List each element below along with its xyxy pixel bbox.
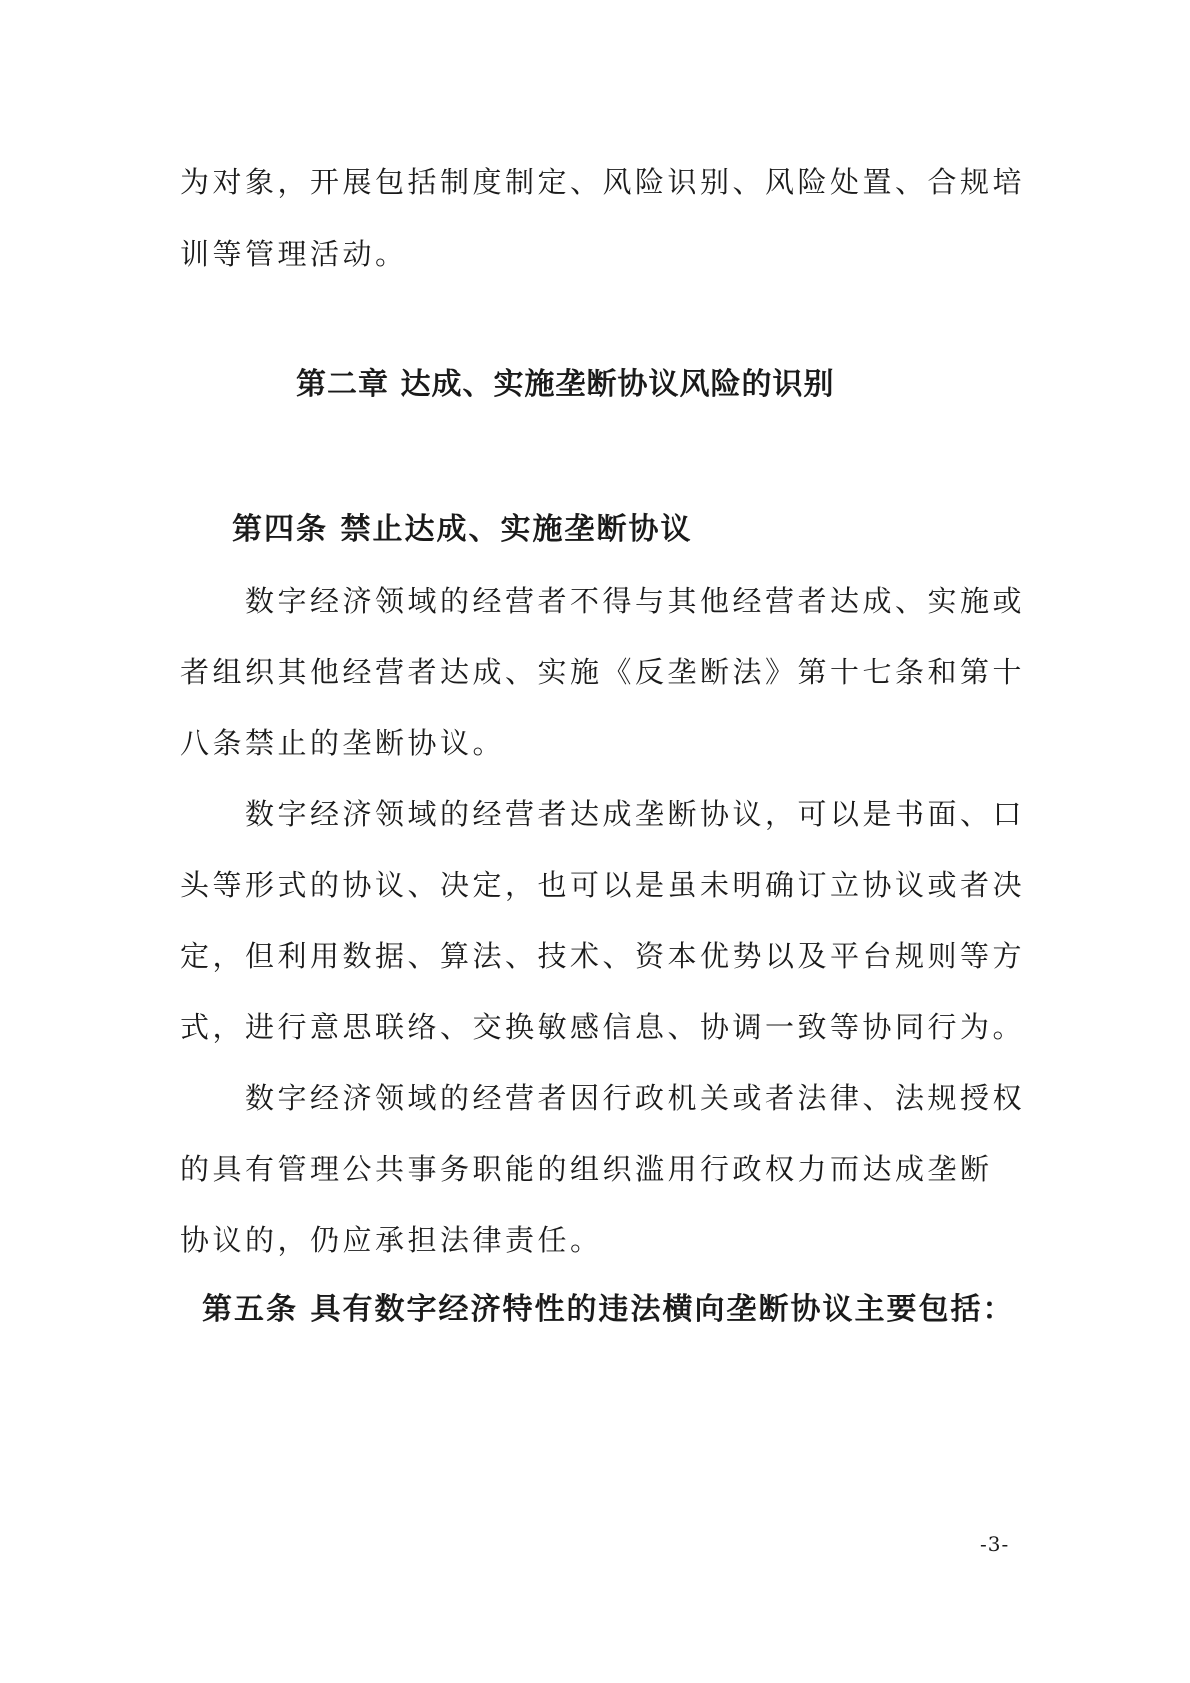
article-4-para-2-line-3: 定，但利用数据、算法、技术、资本优势以及平台规则等方 <box>180 939 1026 973</box>
article-4-para-3-line-3: 协议的，仍应承担法律责任。 <box>180 1223 603 1257</box>
article-4-para-3-line-2: 的具有管理公共事务职能的组织滥用行政权力而达成垄断 <box>180 1152 993 1186</box>
continuation-line-1: 为对象，开展包括制度制定、风险识别、风险处置、合规培 <box>180 165 1026 199</box>
article-4-para-2-line-4: 式，进行意思联络、交换敏感信息、协调一致等协同行为。 <box>180 1010 1026 1044</box>
article-5-title: 第五条 具有数字经济特性的违法横向垄断协议主要包括： <box>202 1292 1015 1327</box>
article-4-para-2-line-1: 数字经济领域的经营者达成垄断协议，可以是书面、口 <box>245 797 1026 831</box>
page-number: -3- <box>980 1532 1010 1556</box>
article-4-para-3-line-1: 数字经济领域的经营者因行政机关或者法律、法规授权 <box>245 1081 1026 1115</box>
article-4-para-1-line-2: 者组织其他经营者达成、实施《反垄断法》第十七条和第十 <box>180 655 1026 689</box>
article-4-title: 第四条 禁止达成、实施垄断协议 <box>232 512 693 547</box>
article-4-para-1-line-3: 八条禁止的垄断协议。 <box>180 726 506 760</box>
chapter-title: 第二章 达成、实施垄断协议风险的识别 <box>296 367 835 402</box>
continuation-line-2: 训等管理活动。 <box>180 237 408 271</box>
article-4-para-1-line-1: 数字经济领域的经营者不得与其他经营者达成、实施或 <box>245 584 1026 618</box>
article-4-para-2-line-2: 头等形式的协议、决定，也可以是虽未明确订立协议或者决 <box>180 868 1026 902</box>
